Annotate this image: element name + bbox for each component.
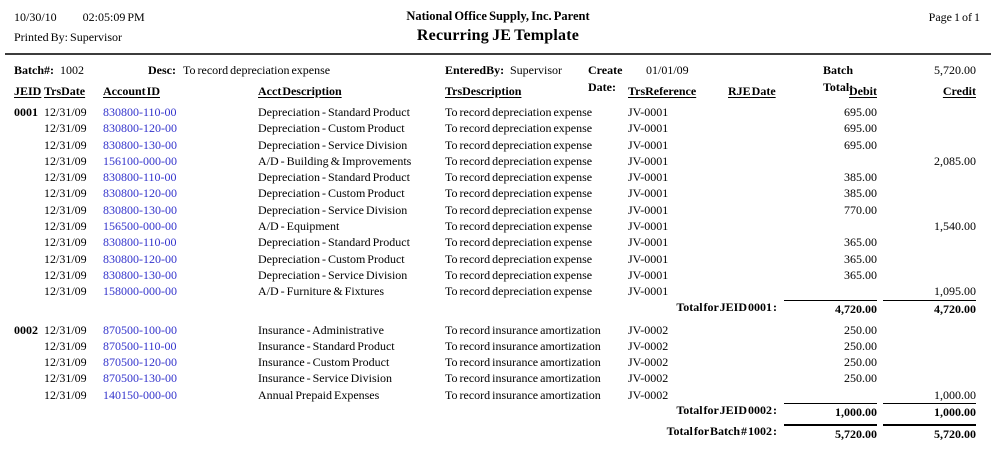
trs-reference-cell: JV-0001 bbox=[628, 284, 669, 299]
jeid-cell bbox=[0, 137, 44, 153]
account-id-link[interactable]: 156500-000-00 bbox=[103, 219, 177, 234]
jeid-cell bbox=[0, 251, 44, 267]
trs-description-cell: To record depreciation expense bbox=[445, 170, 593, 185]
credit-cell bbox=[877, 120, 976, 136]
rje-date-cell bbox=[728, 169, 777, 185]
credit-cell bbox=[877, 338, 976, 354]
trs-description-cell: To record insurance amortization bbox=[445, 371, 601, 386]
printed-by-value: Supervisor bbox=[70, 30, 123, 44]
jeid-total-label: Total for JEID 0002 : bbox=[676, 403, 777, 418]
trs-date-cell: 12/31/09 bbox=[44, 387, 87, 402]
trs-reference-cell: JV-0001 bbox=[628, 202, 669, 217]
account-id-link[interactable]: 870500-110-00 bbox=[103, 338, 177, 353]
debit-cell: 250.00 bbox=[844, 355, 877, 370]
acct-description-cell: Depreciation - Custom Product bbox=[258, 186, 405, 201]
trs-date-cell: 12/31/09 bbox=[44, 251, 87, 266]
table-row bbox=[0, 202, 996, 218]
batch-total-value: 5,720.00 bbox=[934, 63, 976, 77]
debit-cell: 365.00 bbox=[844, 267, 877, 282]
credit-cell bbox=[877, 322, 976, 338]
jeid-cell bbox=[0, 283, 44, 299]
trs-date-cell: 12/31/09 bbox=[44, 338, 87, 353]
rje-date-cell bbox=[728, 185, 777, 201]
trs-reference-cell: JV-0002 bbox=[628, 371, 669, 386]
credit-cell bbox=[877, 185, 976, 201]
jeid-0002-total-row bbox=[0, 403, 996, 420]
credit-cell bbox=[877, 251, 976, 267]
jeid-cell bbox=[0, 338, 44, 354]
acct-description-cell: Depreciation - Service Division bbox=[258, 267, 408, 282]
acct-description-cell: Depreciation - Custom Product bbox=[258, 251, 405, 266]
company-name: National Office Supply, Inc. Parent bbox=[406, 9, 590, 23]
rje-date-cell bbox=[728, 120, 777, 136]
acct-description-cell: Insurance - Custom Product bbox=[258, 355, 390, 370]
table-row bbox=[0, 185, 996, 201]
trs-reference-cell: JV-0001 bbox=[628, 137, 669, 152]
account-id-link[interactable]: 830800-110-00 bbox=[103, 105, 177, 119]
trs-reference-cell: JV-0002 bbox=[628, 338, 669, 353]
trs-description-cell: To record insurance amortization bbox=[445, 322, 601, 337]
table-row bbox=[0, 251, 996, 267]
acct-description-cell: Insurance - Service Division bbox=[258, 371, 392, 386]
jeid-cell bbox=[0, 120, 44, 136]
rje-date-cell bbox=[728, 153, 777, 169]
trs-reference-cell: JV-0001 bbox=[628, 235, 669, 250]
trs-reference-cell: JV-0002 bbox=[628, 355, 669, 370]
column-header-trs-date: TrsDate bbox=[44, 84, 86, 98]
acct-description-cell: Depreciation - Service Division bbox=[258, 137, 408, 152]
account-id-link[interactable]: 830800-110-00 bbox=[103, 235, 177, 250]
jeid-cell bbox=[0, 234, 44, 250]
batch-grand-total-row bbox=[0, 424, 996, 441]
account-id-link[interactable]: 158000-000-00 bbox=[103, 284, 177, 299]
table-row bbox=[0, 169, 996, 185]
debit-cell: 385.00 bbox=[844, 186, 877, 201]
account-id-link[interactable]: 830800-130-00 bbox=[103, 137, 177, 152]
trs-reference-cell: JV-0002 bbox=[628, 387, 669, 402]
debit-cell bbox=[777, 387, 877, 403]
trs-description-cell: To record insurance amortization bbox=[445, 355, 601, 370]
account-id-link[interactable]: 830800-120-00 bbox=[103, 186, 177, 201]
trs-description-cell: To record insurance amortization bbox=[445, 387, 601, 402]
trs-reference-cell: JV-0001 bbox=[628, 121, 669, 136]
batch-grand-total-debit: 5,720.00 bbox=[784, 424, 877, 442]
credit-cell bbox=[877, 169, 976, 185]
trs-description-cell: To record depreciation expense bbox=[445, 105, 593, 119]
account-id-link[interactable]: 830800-110-00 bbox=[103, 170, 177, 185]
trs-description-cell: To record depreciation expense bbox=[445, 251, 593, 266]
column-header-debit: Debit bbox=[849, 84, 877, 98]
trs-reference-cell: JV-0002 bbox=[628, 322, 669, 337]
debit-cell bbox=[777, 153, 877, 169]
jeid-0001-total-row bbox=[0, 300, 996, 317]
jeid-total-credit: 4,720.00 bbox=[883, 300, 976, 317]
trs-reference-cell: JV-0001 bbox=[628, 153, 669, 168]
trs-reference-cell: JV-0001 bbox=[628, 251, 669, 266]
trs-description-cell: To record depreciation expense bbox=[445, 186, 593, 201]
debit-cell bbox=[777, 283, 877, 299]
jeid-cell bbox=[0, 267, 44, 283]
trs-date-cell: 12/31/09 bbox=[44, 170, 87, 185]
acct-description-cell: Depreciation - Standard Product bbox=[258, 170, 410, 185]
column-header-rje-date: RJE Date bbox=[728, 84, 776, 98]
account-id-link[interactable]: 870500-130-00 bbox=[103, 371, 177, 386]
jeid-cell bbox=[0, 354, 44, 370]
acct-description-cell: A/D - Equipment bbox=[258, 219, 340, 234]
acct-description-cell: Insurance - Administrative bbox=[258, 322, 384, 337]
credit-cell bbox=[877, 267, 976, 283]
table-row bbox=[0, 338, 996, 354]
debit-cell: 250.00 bbox=[844, 371, 877, 386]
report-body bbox=[0, 62, 996, 441]
jeid-cell bbox=[0, 153, 44, 169]
acct-description-cell: Insurance - Standard Product bbox=[258, 338, 395, 353]
trs-date-cell: 12/31/09 bbox=[44, 371, 87, 386]
credit-cell bbox=[877, 202, 976, 218]
printed-by-label: Printed By: bbox=[14, 30, 69, 44]
credit-cell: 1,000.00 bbox=[934, 387, 976, 402]
header-divider bbox=[5, 53, 991, 55]
column-header-trs-description: TrsDescription bbox=[445, 84, 522, 98]
jeid-total-debit: 1,000.00 bbox=[784, 403, 877, 420]
trs-date-cell: 12/31/09 bbox=[44, 235, 87, 250]
credit-cell bbox=[877, 354, 976, 370]
jeid-total-debit: 4,720.00 bbox=[784, 300, 877, 317]
acct-description-cell: A/D - Furniture & Fixtures bbox=[258, 284, 384, 299]
create-date-label: Create Date: bbox=[588, 63, 623, 94]
table-row bbox=[0, 370, 996, 386]
entered-by-value: Supervisor bbox=[510, 63, 562, 77]
batch-desc-value: To record depreciation expense bbox=[183, 63, 331, 77]
table-row bbox=[0, 234, 996, 250]
trs-date-cell: 12/31/09 bbox=[44, 153, 87, 168]
table-row bbox=[0, 387, 996, 403]
trs-date-cell: 12/31/09 bbox=[44, 202, 87, 217]
rje-date-cell bbox=[728, 218, 777, 234]
debit-cell bbox=[777, 218, 877, 234]
rje-date-cell bbox=[728, 370, 777, 386]
account-id-link[interactable]: 830800-130-00 bbox=[103, 267, 177, 282]
create-date-value: 01/01/09 bbox=[646, 63, 689, 77]
print-date: 10/30/10 bbox=[14, 10, 57, 24]
column-header-trs-reference: TrsReference bbox=[628, 84, 697, 98]
account-id-link[interactable]: 830800-120-00 bbox=[103, 251, 177, 266]
trs-date-cell: 12/31/09 bbox=[44, 121, 87, 136]
acct-description-cell: Depreciation - Standard Product bbox=[258, 105, 410, 119]
account-id-link[interactable]: 870500-120-00 bbox=[103, 355, 177, 370]
table-row bbox=[0, 137, 996, 153]
rje-date-cell bbox=[728, 137, 777, 153]
table-column-headers bbox=[0, 82, 996, 100]
jeid-total-label: Total for JEID 0001 : bbox=[676, 299, 777, 314]
trs-description-cell: To record depreciation expense bbox=[445, 235, 593, 250]
trs-description-cell: To record insurance amortization bbox=[445, 338, 601, 353]
column-header-jeid: JEID bbox=[14, 84, 42, 98]
acct-description-cell: Annual Prepaid Expenses bbox=[258, 387, 380, 402]
batch-number-value: 1002 bbox=[60, 63, 84, 77]
jeid-cell bbox=[0, 218, 44, 234]
entered-by-label: Entered By: bbox=[445, 63, 505, 77]
debit-cell: 385.00 bbox=[844, 170, 877, 185]
jeid-cell bbox=[0, 185, 44, 201]
trs-reference-cell: JV-0001 bbox=[628, 219, 669, 234]
trs-date-cell: 12/31/09 bbox=[44, 186, 87, 201]
debit-cell: 250.00 bbox=[844, 322, 877, 337]
rje-date-cell bbox=[728, 202, 777, 218]
account-id-link[interactable]: 830800-130-00 bbox=[103, 202, 177, 217]
table-row bbox=[0, 218, 996, 234]
batch-desc-label: Desc: bbox=[148, 63, 176, 77]
trs-date-cell: 12/31/09 bbox=[44, 267, 87, 282]
trs-description-cell: To record depreciation expense bbox=[445, 137, 593, 152]
trs-date-cell: 12/31/09 bbox=[44, 137, 87, 152]
rje-date-cell bbox=[728, 251, 777, 267]
batch-total-label: Batch Total: bbox=[823, 63, 854, 94]
trs-date-cell: 12/31/09 bbox=[44, 322, 87, 337]
rje-date-cell bbox=[728, 234, 777, 250]
rje-date-cell bbox=[728, 283, 777, 299]
credit-cell bbox=[877, 234, 976, 250]
jeid-0002-rows bbox=[0, 322, 996, 403]
print-time: 02:05:09 PM bbox=[82, 10, 145, 24]
account-id-link[interactable]: 830800-120-00 bbox=[103, 121, 177, 136]
acct-description-cell: Depreciation - Standard Product bbox=[258, 235, 410, 250]
trs-reference-cell: JV-0001 bbox=[628, 170, 669, 185]
debit-cell: 695.00 bbox=[844, 121, 877, 136]
rje-date-cell bbox=[728, 104, 777, 120]
credit-cell bbox=[877, 137, 976, 153]
trs-date-cell: 12/31/09 bbox=[44, 105, 87, 119]
trs-date-cell: 12/31/09 bbox=[44, 284, 87, 299]
jeid-cell bbox=[0, 387, 44, 403]
jeid-cell bbox=[0, 169, 44, 185]
rje-date-cell bbox=[728, 267, 777, 283]
rje-date-cell bbox=[728, 322, 777, 338]
trs-description-cell: To record depreciation expense bbox=[445, 219, 593, 234]
jeid-cell bbox=[0, 202, 44, 218]
report-title: Recurring JE Template bbox=[416, 27, 580, 44]
jeid-cell: 0002 bbox=[14, 322, 38, 337]
table-row bbox=[0, 153, 996, 169]
debit-cell: 365.00 bbox=[844, 251, 877, 266]
account-id-link[interactable]: 870500-100-00 bbox=[103, 322, 177, 337]
debit-cell: 365.00 bbox=[844, 235, 877, 250]
jeid-cell bbox=[0, 370, 44, 386]
debit-cell: 250.00 bbox=[844, 338, 877, 353]
rje-date-cell bbox=[728, 354, 777, 370]
batch-grand-total-label: Total for Batch # 1002 : bbox=[666, 424, 777, 439]
column-header-credit: Credit bbox=[942, 84, 976, 98]
trs-reference-cell: JV-0001 bbox=[628, 105, 669, 119]
trs-date-cell: 12/31/09 bbox=[44, 219, 87, 234]
account-id-link[interactable]: 140150-000-00 bbox=[103, 387, 177, 402]
trs-reference-cell: JV-0001 bbox=[628, 186, 669, 201]
rje-date-cell bbox=[728, 338, 777, 354]
batch-number-label: Batch #: bbox=[14, 63, 54, 77]
trs-description-cell: To record depreciation expense bbox=[445, 121, 593, 136]
trs-date-cell: 12/31/09 bbox=[44, 355, 87, 370]
trs-description-cell: To record depreciation expense bbox=[445, 202, 593, 217]
jeid-cell: 0001 bbox=[14, 105, 38, 119]
table-row bbox=[0, 283, 996, 299]
jeid-total-credit: 1,000.00 bbox=[883, 403, 976, 420]
batch-grand-total-credit: 5,720.00 bbox=[883, 424, 976, 442]
debit-cell: 695.00 bbox=[844, 137, 877, 152]
credit-cell: 2,085.00 bbox=[934, 153, 976, 168]
table-row bbox=[0, 104, 996, 120]
table-row bbox=[0, 267, 996, 283]
trs-description-cell: To record depreciation expense bbox=[445, 267, 593, 282]
trs-description-cell: To record depreciation expense bbox=[445, 153, 593, 168]
acct-description-cell: Depreciation - Custom Product bbox=[258, 121, 405, 136]
report-header-center bbox=[0, 9, 996, 45]
jeid-0001-rows bbox=[0, 104, 996, 300]
table-row bbox=[0, 322, 996, 338]
page-number: Page 1 of 1 bbox=[928, 10, 980, 24]
acct-description-cell: Depreciation - Service Division bbox=[258, 202, 408, 217]
debit-cell: 695.00 bbox=[844, 105, 877, 119]
column-header-acct-description: Acct Description bbox=[258, 84, 342, 98]
debit-cell: 770.00 bbox=[844, 202, 877, 217]
account-id-link[interactable]: 156100-000-00 bbox=[103, 153, 177, 168]
credit-cell bbox=[877, 370, 976, 386]
rje-date-cell bbox=[728, 387, 777, 403]
credit-cell: 1,540.00 bbox=[934, 219, 976, 234]
column-header-account-id: Account ID bbox=[103, 84, 160, 98]
acct-description-cell: A/D - Building & Improvements bbox=[258, 153, 412, 168]
table-row bbox=[0, 354, 996, 370]
trs-description-cell: To record depreciation expense bbox=[445, 284, 593, 299]
credit-cell bbox=[877, 104, 976, 120]
credit-cell: 1,095.00 bbox=[934, 284, 976, 299]
table-row bbox=[0, 120, 996, 136]
trs-reference-cell: JV-0001 bbox=[628, 267, 669, 282]
